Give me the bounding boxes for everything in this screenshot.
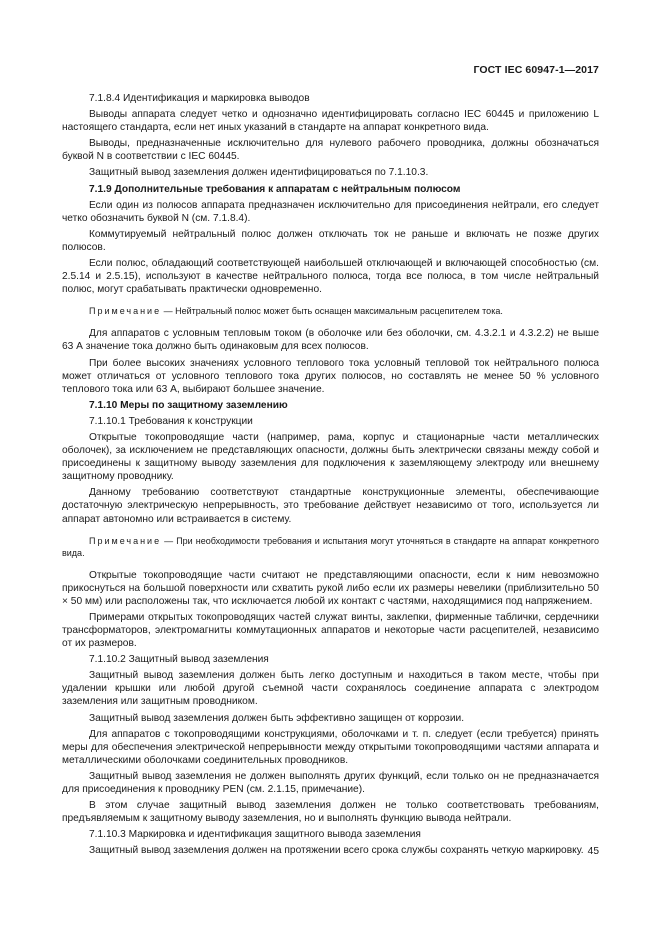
paragraph: Для аппаратов с условным тепловым током (в оболочке или без оболочки, см. 4.3.2.1 и 4.3.2.2) не выше 63 А значение тока должно быть одинаковым для всех полюсов. [62, 328, 599, 353]
note [62, 535, 599, 559]
note-label: Примечание [89, 306, 162, 317]
paragraph: Открытые токопроводящие части считают не представляющими опасности, если к ним невозможно прикоснуться на большой поверхности или схватить рукой либо если их размеры невелики (приблизительно 50 × 50 мм) или расположены так, что исключается любой их контакт с частями, находящимися под напряжением. [62, 569, 599, 607]
note-label: Примечание [89, 535, 162, 546]
paragraph: Примерами открытых токопроводящих частей служат винты, заклепки, фирменные таблички, сердечники трансформаторов, электромагниты коммутационных аппаратов и некоторые части расцепителей, независимо от их размеров. [62, 611, 599, 650]
note-text: — Нейтральный полюс может быть оснащен максимальным расцепителем тока. [163, 306, 503, 317]
paragraph: Для аппаратов с токопроводящими конструкциями, оболочками и т. п. следует (если требуется) принять меры для обеспечения электрической непрерывности между открытыми токопроводящими частями аппарата и металлическими оболочками соединительных проводников. [62, 728, 599, 766]
paragraph: Защитный вывод заземления должен на протяжении всего срока службы сохранять четкую маркировку. [89, 845, 584, 857]
paragraph: Коммутируемый нейтральный полюс должен отключать ток не раньше и включать не позже других полюсов. [62, 228, 599, 253]
paragraph: Защитный вывод заземления должен идентифицироваться по 7.1.10.3. [89, 167, 429, 179]
paragraph: Если полюс, обладающий соответствующей наибольшей отключающей и включающей способностью (см. 2.5.14 и 2.5.15), используют в качестве нейтрального полюса, тогда все полюса, в том числе нейтральный полюс, могут срабатывать практически одновременно. [62, 258, 599, 296]
paragraph: Защитный вывод заземления должен быть легко доступным и находиться в таком месте, чтобы при удалении крышки или любой другой съемной части сохранялось соединение аппарата с электродом заземления или защитным проводником. [62, 670, 599, 708]
document-body [62, 92, 599, 861]
standard-header: ГОСТ IEC 60947-1—2017 [473, 64, 599, 76]
paragraph: Выводы, предназначенные исключительно для нулевого рабочего проводника, должны обозначаться буквой N в соответствии с IEC 60445. [62, 138, 599, 163]
paragraph: Выводы аппарата следует четко и однозначно идентифицировать согласно IEC 60445 и приложению L настоящего стандарта, если нет иных указаний в стандарте на аппарат конкретного вида. [62, 109, 599, 134]
paragraph: 7.1.10.1 Требования к конструкции [89, 415, 253, 427]
paragraph: 7.1.10.2 Защитный вывод заземления [89, 654, 269, 666]
page-number: 45 [587, 846, 599, 857]
paragraph: Открытые токопроводящие части (например, рама, корпус и стационарные части металлических оболочек), за исключением не представляющих опасности, должны быть электрически связаны между собой и присоединены к защитному выводу заземления для подключения к заземляющему электроду или внешнему защитному проводнику. [62, 431, 599, 483]
paragraph: Защитный вывод заземления не должен выполнять других функций, если только он не предназначается для присоединения к проводнику PEN (см. 2.1.15, примечание). [62, 770, 599, 796]
paragraph: При более высоких значениях условного теплового тока условный тепловой ток нейтрального полюса может отличаться от условного теплового тока других полюсов, но составлять не менее 50 % условного теплового тока или 63 А, выбирают большее значение. [62, 357, 599, 395]
section-heading: 7.1.10 Меры по защитному заземлению [89, 399, 288, 411]
paragraph: 7.1.8.4 Идентификация и маркировка выводов [89, 93, 310, 104]
section-heading: 7.1.9 Дополнительные требования к аппаратам с нейтральным полюсом [89, 183, 461, 195]
paragraph: В этом случае защитный вывод заземления должен не только соответствовать требованиям, предъявляемым к защитному выводу заземления, но и выполнять функцию вывода нейтрали. [62, 800, 599, 825]
paragraph: Если один из полюсов аппарата предназначен исключительно для присоединения нейтрали, его следует четко обозначить буквой N (см. 7.1.8.4). [62, 199, 599, 224]
note-text: — При необходимости требования и испытания могут уточняться в стандарте на аппарат конкретного вида. [62, 535, 599, 558]
paragraph: Данному требованию соответствуют стандартные конструкционные элементы, обеспечивающие достаточную электрическую непрерывность, это требование действует независимо от того, используется ли аппарат автономно или встраивается в систему. [62, 487, 599, 525]
paragraph: 7.1.10.3 Маркировка и идентификация защитного вывода заземления [89, 829, 421, 841]
paragraph: Защитный вывод заземления должен быть эффективно защищен от коррозии. [89, 712, 465, 724]
note [62, 305, 599, 317]
